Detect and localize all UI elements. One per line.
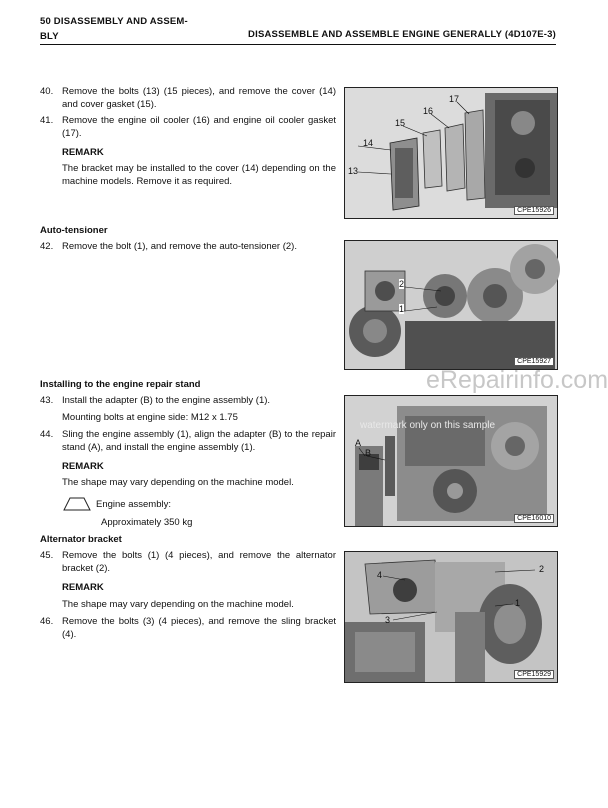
header-divider	[40, 44, 556, 45]
step-number: 41.	[40, 115, 54, 126]
section-auto-tensioner: Auto-tensioner	[40, 225, 108, 236]
callout-1: 1	[515, 598, 521, 608]
step-number: 44.	[40, 429, 54, 440]
section-repair-stand: Installing to the engine repair stand	[40, 379, 201, 390]
figure-id: CPE15929	[514, 670, 554, 679]
page-title: DISASSEMBLE AND ASSEMBLE ENGINE GENERALLY (4D107E-3)	[248, 29, 556, 40]
watermark: eRepairinfo.com	[426, 366, 608, 394]
weight-icon	[62, 496, 92, 512]
figure-id: CPE16010	[514, 514, 554, 523]
figure-repair-stand	[344, 395, 558, 527]
step-text: Install the adapter (B) to the engine assembly (1).	[62, 395, 271, 406]
weight-label: Engine assembly:	[96, 499, 171, 510]
step-45	[40, 550, 336, 575]
callout-3: 3	[385, 615, 391, 625]
callout-16: 16	[423, 106, 434, 116]
callout-A: A	[355, 438, 362, 448]
callout-14: 14	[363, 138, 374, 148]
step-number: 46.	[40, 616, 54, 627]
step-40	[40, 86, 336, 111]
figure-alternator-bracket	[344, 551, 558, 683]
callout-4: 4	[377, 570, 383, 580]
section-heading-line2: BLY	[40, 31, 59, 42]
callout-15: 15	[395, 118, 406, 128]
remark-text: The shape may vary depending on the machine model.	[62, 477, 294, 488]
remark-label: REMARK	[62, 461, 104, 472]
step-text: Remove the bolts (3) (4 pieces), and remove the sling bracket (4).	[62, 616, 336, 640]
mounting-bolts-note: Mounting bolts at engine side: M12 x 1.75	[62, 412, 238, 423]
section-heading-line1: 50 DISASSEMBLY AND ASSEM-	[40, 16, 188, 27]
step-43	[40, 395, 336, 408]
step-42	[40, 241, 336, 254]
callout-B: B	[365, 448, 372, 458]
callout-17: 17	[449, 94, 460, 104]
figure-id: CPE15926	[514, 206, 554, 215]
figure-id: CPE15927	[514, 357, 554, 366]
step-number: 45.	[40, 550, 54, 561]
section-alternator: Alternator bracket	[40, 534, 122, 545]
step-46	[40, 616, 336, 641]
callout-13: 13	[348, 166, 359, 176]
callout-1: 1	[399, 304, 405, 314]
step-text: Remove the bolts (1) (4 pieces), and remove the alternator bracket (2).	[62, 550, 336, 574]
step-number: 43.	[40, 395, 54, 406]
figure-auto-tensioner	[344, 240, 558, 370]
step-number: 40.	[40, 86, 54, 97]
section-heading	[40, 14, 188, 44]
step-41	[40, 115, 336, 140]
step-44	[40, 429, 336, 454]
step-text: Sling the engine assembly (1), align the adapter (B) to the repair stand (A), and install the engine assembly (1).	[62, 429, 336, 453]
remark-label: REMARK	[62, 582, 104, 593]
watermark-note: watermark only on this sample	[360, 420, 496, 431]
figure-oil-cooler	[344, 87, 558, 219]
callout-2: 2	[539, 564, 545, 574]
remark-text: The shape may vary depending on the machine model.	[62, 599, 294, 610]
step-text: Remove the bolt (1), and remove the auto-tensioner (2).	[62, 241, 297, 252]
step-text: Remove the engine oil cooler (16) and engine oil cooler gasket (17).	[62, 115, 336, 139]
step-text: Remove the bolts (13) (15 pieces), and remove the cover (14) and cover gasket (15).	[62, 86, 336, 110]
remark-label: REMARK	[62, 147, 104, 158]
callout-2: 2	[399, 279, 405, 289]
step-number: 42.	[40, 241, 54, 252]
remark-text: The bracket may be installed to the cover (14) depending on the machine models. Remove it as required.	[62, 163, 336, 187]
weight-value: Approximately 350 kg	[101, 517, 193, 528]
